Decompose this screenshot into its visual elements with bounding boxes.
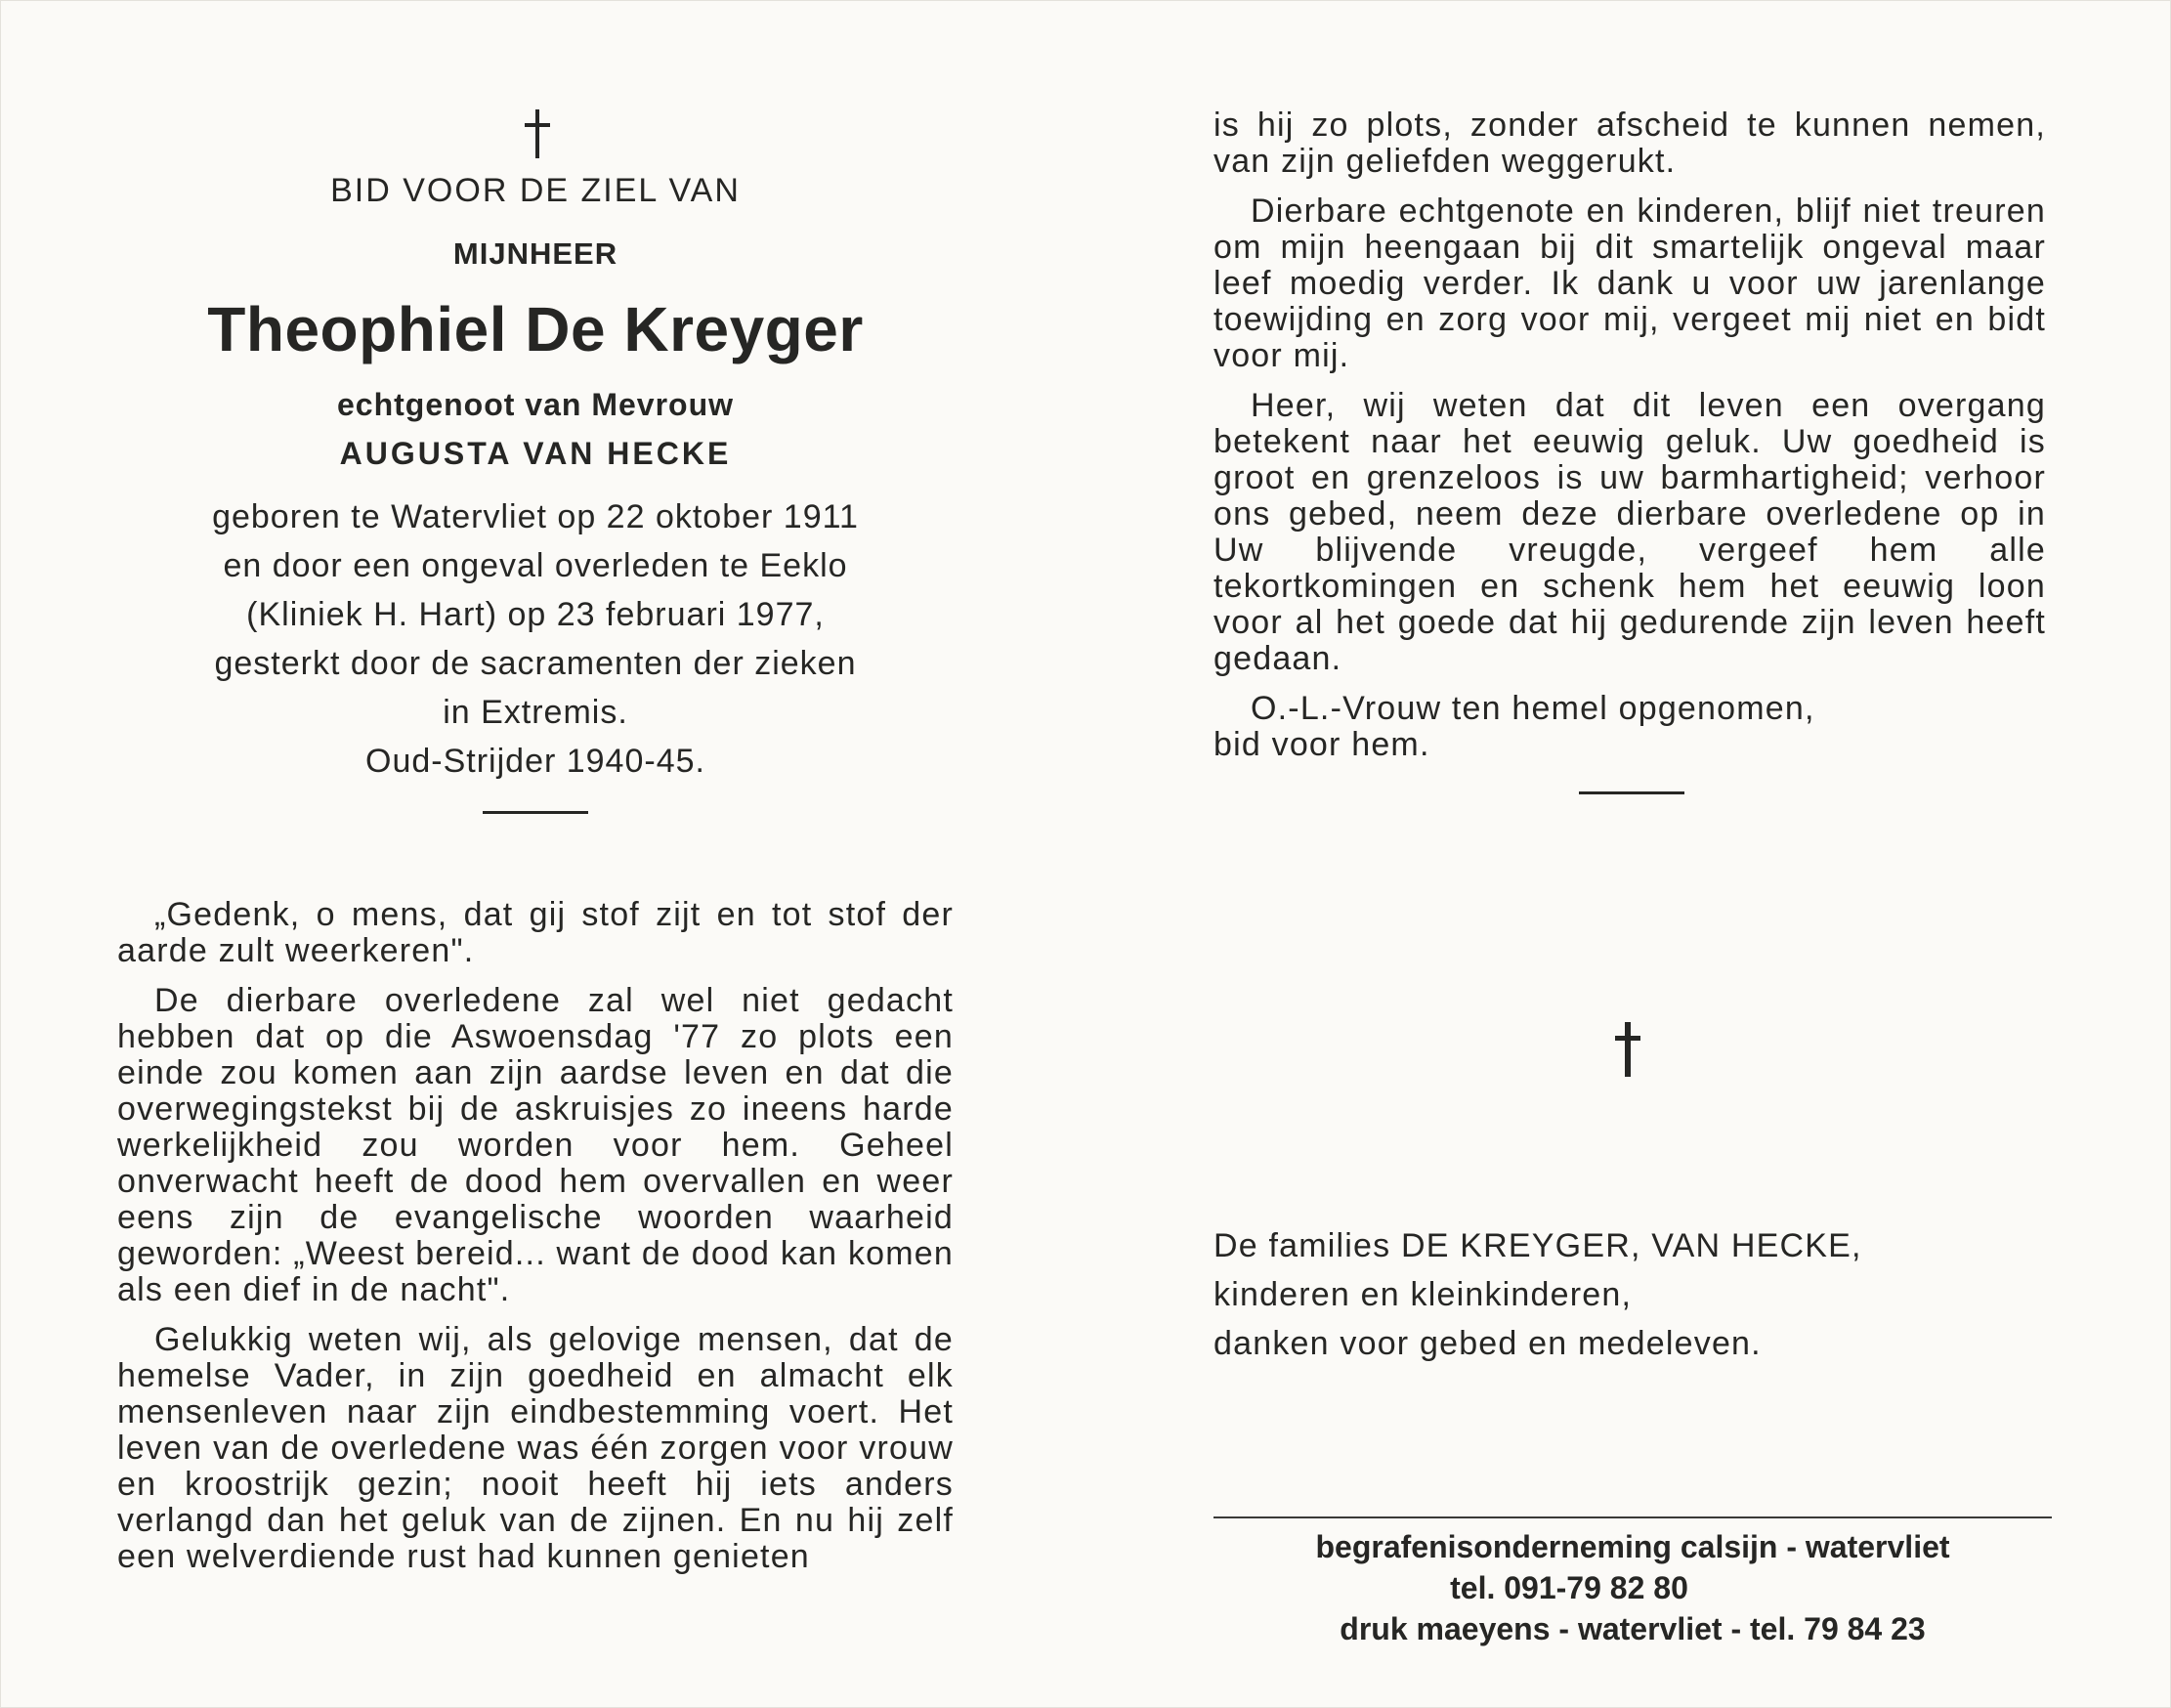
paragraph: is hij zo plots, zonder afscheid te kunnen nemen, van zijn geliefden weggerukt.: [1213, 107, 2046, 180]
paragraph: Heer, wij weten dat dit leven een overgang betekent naar het eeuwig geluk. Uw goedheid is groot en grenzeloos is uw barmhartigheid; verhoor ons gebed, neem deze dierbare overledene op in Uw blijvende vreugde, vergeef hem alle tekortkomingen en schenk hem het eeuwig loon voor al het goede dat hij gedurende zijn leven heeft gedaan.: [1213, 387, 2046, 677]
divider: [1579, 791, 1684, 794]
bio-line: gesterkt door de sacramenten der zieken: [214, 645, 857, 682]
thanks-line: kinderen en kleinkinderen,: [1213, 1276, 1633, 1313]
title-prefix: MIJNHEER: [452, 236, 618, 271]
footer-rule: [1213, 1516, 2052, 1518]
biography: [115, 492, 956, 786]
bio-line: Oud-Strijder 1940-45.: [365, 743, 705, 780]
footer-line: druk maeyens - watervliet - tel. 79 84 23: [1340, 1611, 1926, 1646]
deceased-name: Theophiel De Kreyger: [207, 294, 864, 364]
printer-footer: [1213, 1526, 2052, 1649]
bio-line: geboren te Watervliet op 22 oktober 1911: [212, 498, 859, 535]
paragraph: O.-L.-Vrouw ten hemel opgenomen,: [1251, 690, 1815, 727]
spouse-line: echtgenoot van Mevrouw: [336, 387, 735, 422]
bio-line: in Extremis.: [443, 694, 628, 731]
bio-line: (Kliniek H. Hart) op 23 februari 1977,: [246, 596, 825, 633]
paragraph: Dierbare echtgenote en kinderen, blijf niet treuren om mijn heengaan bij dit smartelijk ongeval maar leef moedig verder. Ik dank u voor uw jarenlange toewijding en zorg voor mij, vergeet mij niet en bidt voor mij.: [1213, 192, 2046, 374]
paragraph: „Gedenk, o mens, dat gij stof zijt en tot stof der aarde zult weerkeren".: [117, 896, 954, 969]
paragraph: Gelukkig weten wij, als gelovige mensen, dat de hemelse Vader, in zijn goedheid en almacht elk mensenleven naar zijn eindbestemming voert. Het leven van de overledene was één zorgen voor vrouw en kroostrijk gezin; nooit heeft hij iets anders verlangd dan het geluk van de zijnen. En nu hij zelf een welverdiende rust had kunnen genieten: [117, 1321, 954, 1575]
thanks-line: De families DE KREYGER, VAN HECKE,: [1213, 1227, 1862, 1264]
spouse-name: AUGUSTA VAN HECKE: [339, 436, 732, 471]
paragraph: De dierbare overledene zal wel niet gedacht hebben dat op die Aswoensdag '77 zo plots een einde zou komen aan zijn aardse leven en dat die overwegingstekst bij de askruisjes zo ineens harde werkelijkheid zou worden voor hem. Geheel onverwacht heeft de dood hem overvallen en weer eens zijn de evangelische woorden waarheid geworden: „Weest bereid... want de dood kan komen als een dief in de nacht".: [117, 982, 954, 1308]
right-text: [1213, 107, 2046, 777]
bio-line: en door een ongeval overleden te Eeklo: [223, 547, 848, 584]
cross-icon: [518, 109, 557, 158]
prayer-heading: BID VOOR DE ZIEL VAN: [330, 172, 741, 209]
thanks-line: danken voor gebed en medeleven.: [1213, 1325, 1762, 1362]
family-thanks: [1213, 1221, 1862, 1368]
cross-icon: [1608, 1022, 1647, 1071]
footer-line: begrafenisonderneming calsijn - watervliet: [1315, 1529, 1950, 1564]
paragraph: bid voor hem.: [1213, 726, 1430, 763]
left-text: [117, 897, 954, 1589]
footer-line: tel. 091-79 82 80: [1450, 1570, 1688, 1605]
divider: [483, 811, 588, 814]
